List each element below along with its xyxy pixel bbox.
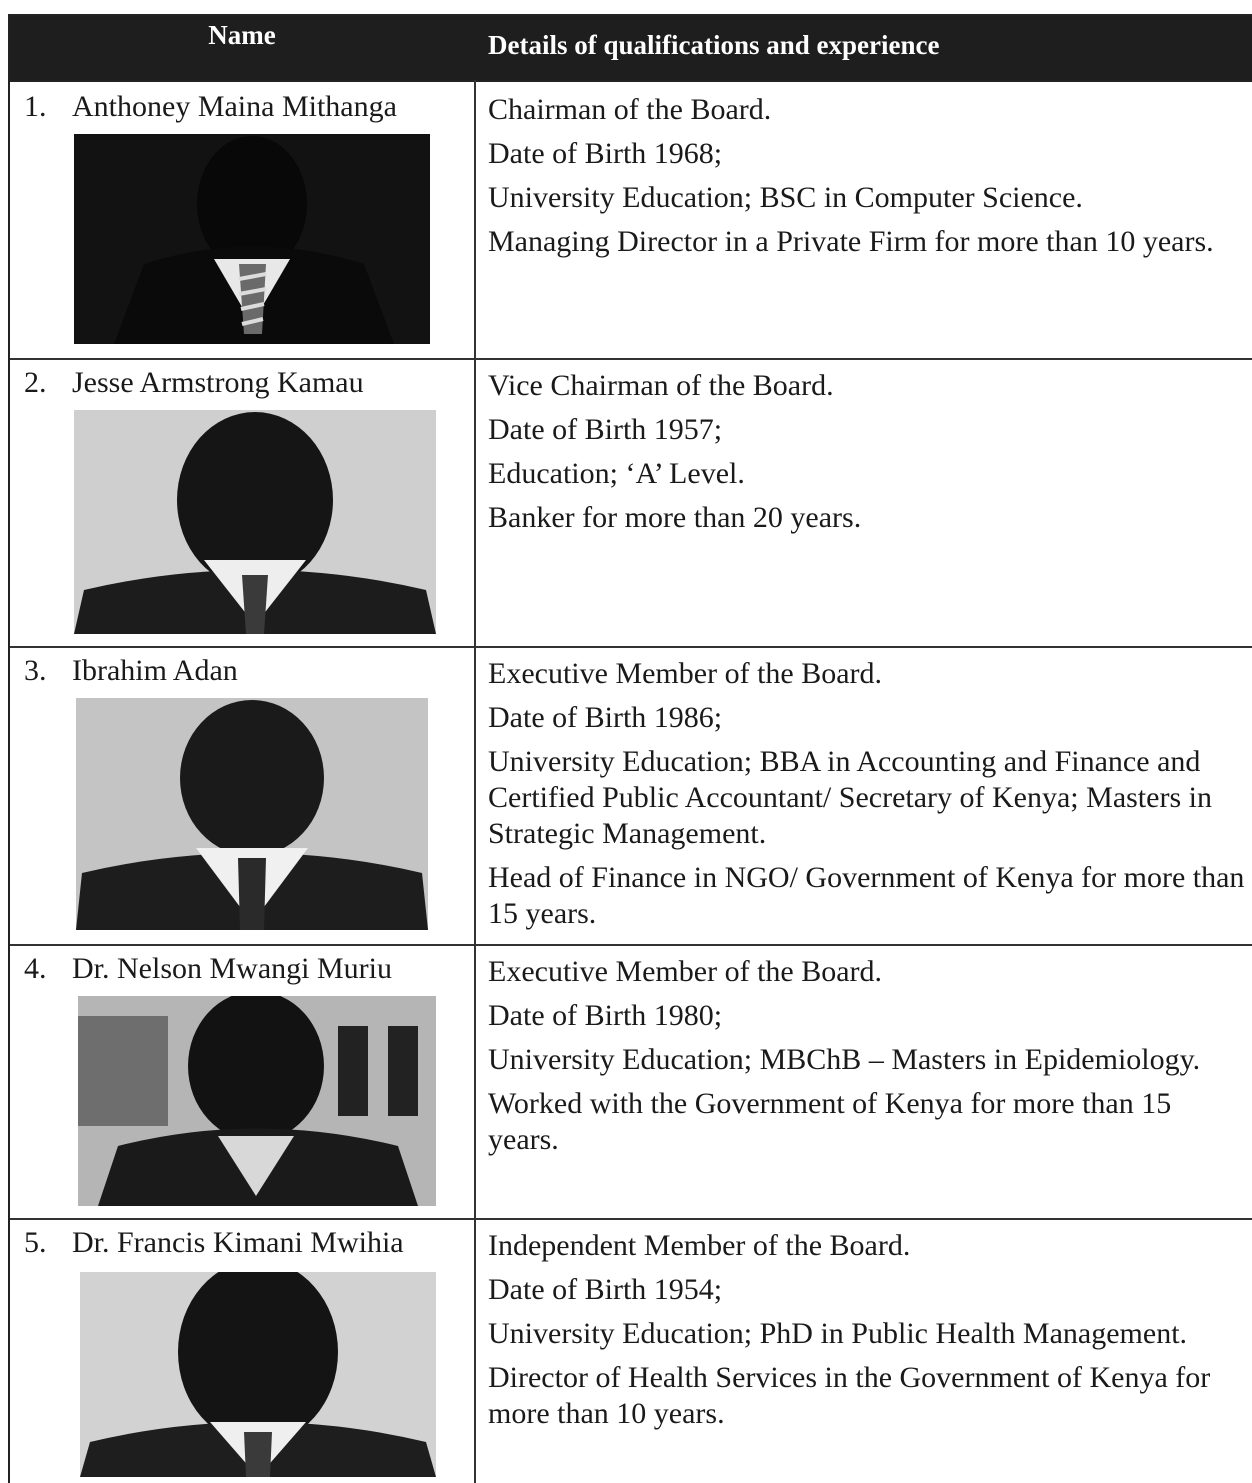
member-photo [78,996,436,1206]
date-of-birth: Date of Birth 1968; [488,137,723,170]
role: Independent Member of the Board. [488,1229,911,1262]
row-number: 1. [24,90,47,123]
member-name: Ibrahim Adan [72,654,238,687]
board-members-table [8,14,1252,1483]
role: Executive Member of the Board. [488,955,883,988]
education: Education; ‘A’ Level. [488,457,745,490]
date-of-birth: Date of Birth 1986; [488,701,723,734]
role: Executive Member of the Board. [488,657,883,690]
member-photo [80,1272,436,1477]
experience: Head of Finance in NGO/ Government of Kenya for more than 15 years. [488,861,1245,930]
member-name: Jesse Armstrong Kamau [72,366,364,399]
date-of-birth: Date of Birth 1957; [488,413,723,446]
member-photo [74,134,430,344]
member-name: Anthoney Maina Mithanga [72,90,397,123]
education: University Education; BSC in Computer Science. [488,181,1083,214]
table-row [10,1220,1252,1483]
header-name: Name [208,20,276,50]
experience: Director of Health Services in the Government of Kenya for more than 10 years. [488,1361,1211,1430]
table-header [10,16,1252,82]
experience: Banker for more than 20 years. [488,501,862,534]
member-name-cell [24,366,364,400]
header-details: Details of qualifications and experience [488,30,940,60]
table-row [10,648,1252,946]
role: Chairman of the Board. [488,93,772,126]
member-name-cell [24,654,238,688]
member-details [488,954,1248,1166]
member-details [488,368,1248,544]
member-name-cell [24,952,392,986]
experience: Worked with the Government of Kenya for more than 15 years. [488,1087,1172,1156]
member-name-cell [24,90,397,124]
role: Vice Chairman of the Board. [488,369,834,402]
education: University Education; BBA in Accounting and Finance and Certified Public Accountant/ Secretary of Kenya; Masters in Strategic Management. [488,745,1212,850]
date-of-birth: Date of Birth 1980; [488,999,723,1032]
member-photo [76,698,428,930]
member-details [488,656,1248,940]
member-details [488,1228,1248,1440]
member-name-cell [24,1226,404,1260]
member-details [488,92,1248,268]
experience: Managing Director in a Private Firm for more than 10 years. [488,225,1214,258]
row-number: 3. [24,654,47,687]
table-row [10,946,1252,1220]
member-photo [74,410,436,634]
table-row [10,80,1252,360]
table-row [10,360,1252,648]
row-number: 5. [24,1226,47,1259]
row-number: 4. [24,952,47,985]
date-of-birth: Date of Birth 1954; [488,1273,723,1306]
member-name: Dr. Nelson Mwangi Muriu [72,952,392,985]
education: University Education; PhD in Public Health Management. [488,1317,1188,1350]
education: University Education; MBChB – Masters in Epidemiology. [488,1043,1201,1076]
member-name: Dr. Francis Kimani Mwihia [72,1226,404,1259]
row-number: 2. [24,366,47,399]
